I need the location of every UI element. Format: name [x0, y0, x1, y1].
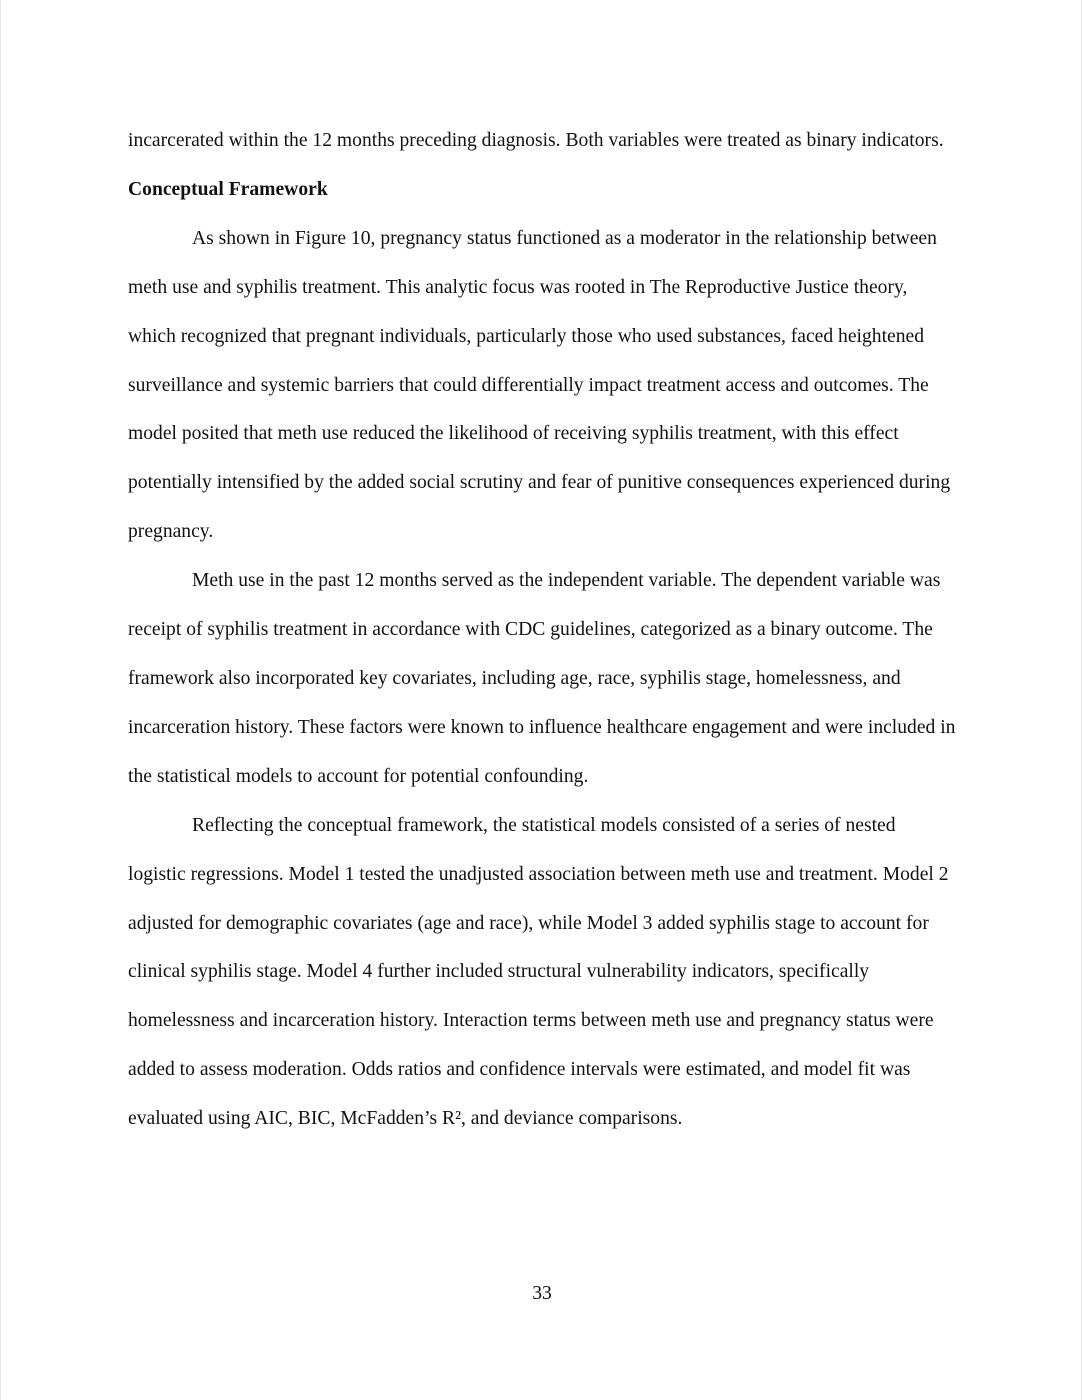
paragraph-2: Meth use in the past 12 months served as the independent variable. The dependent variable was receipt of syphilis treatment in accordance with CDC guidelines, categorized as a binary outcome. The framework also incorporated key covariates, including age, race, syphilis stage, homelessness, and incarceration history. These factors were known to influence healthcare engagement and were included in the statistical models to account for potential confounding. — [128, 570, 956, 787]
section-heading: Conceptual Framework — [128, 178, 328, 200]
continuation-paragraph: incarcerated within the 12 months preceding diagnosis. Both variables were treated as binary indicators. — [128, 130, 944, 151]
paragraph-3: Reflecting the conceptual framework, the statistical models consisted of a series of nested logistic regressions. Model 1 tested the unadjusted association between meth use and treatment. Model 2 adjusted for demographic covariates (age and race), while Model 3 added syphilis stage to account for clinical syphilis stage. Model 4 further included structural vulnerability indicators, specifically homelessness and incarceration history. Interaction terms between meth use and pregnancy status were added to assess moderation. Odds ratios and confidence intervals were estimated, and model fit was evaluated using AIC, BIC, McFadden’s R², and deviance comparisons. — [128, 814, 949, 1130]
paragraph-1: As shown in Figure 10, pregnancy status functioned as a moderator in the relationship between meth use and syphilis treatment. This analytic focus was rooted in The Reproductive Justice theory, which recognized that pregnant individuals, particularly those who used substances, faced heightened surveillance and systemic barriers that could differentially impact treatment access and outcomes. The model posited that meth use reduced the likelihood of receiving syphilis treatment, with this effect potentially intensified by the added social scrutiny and fear of punitive consequences experienced during pregnancy. — [128, 227, 951, 543]
page-number: 33 — [532, 1283, 552, 1304]
body-text — [128, 117, 958, 1144]
